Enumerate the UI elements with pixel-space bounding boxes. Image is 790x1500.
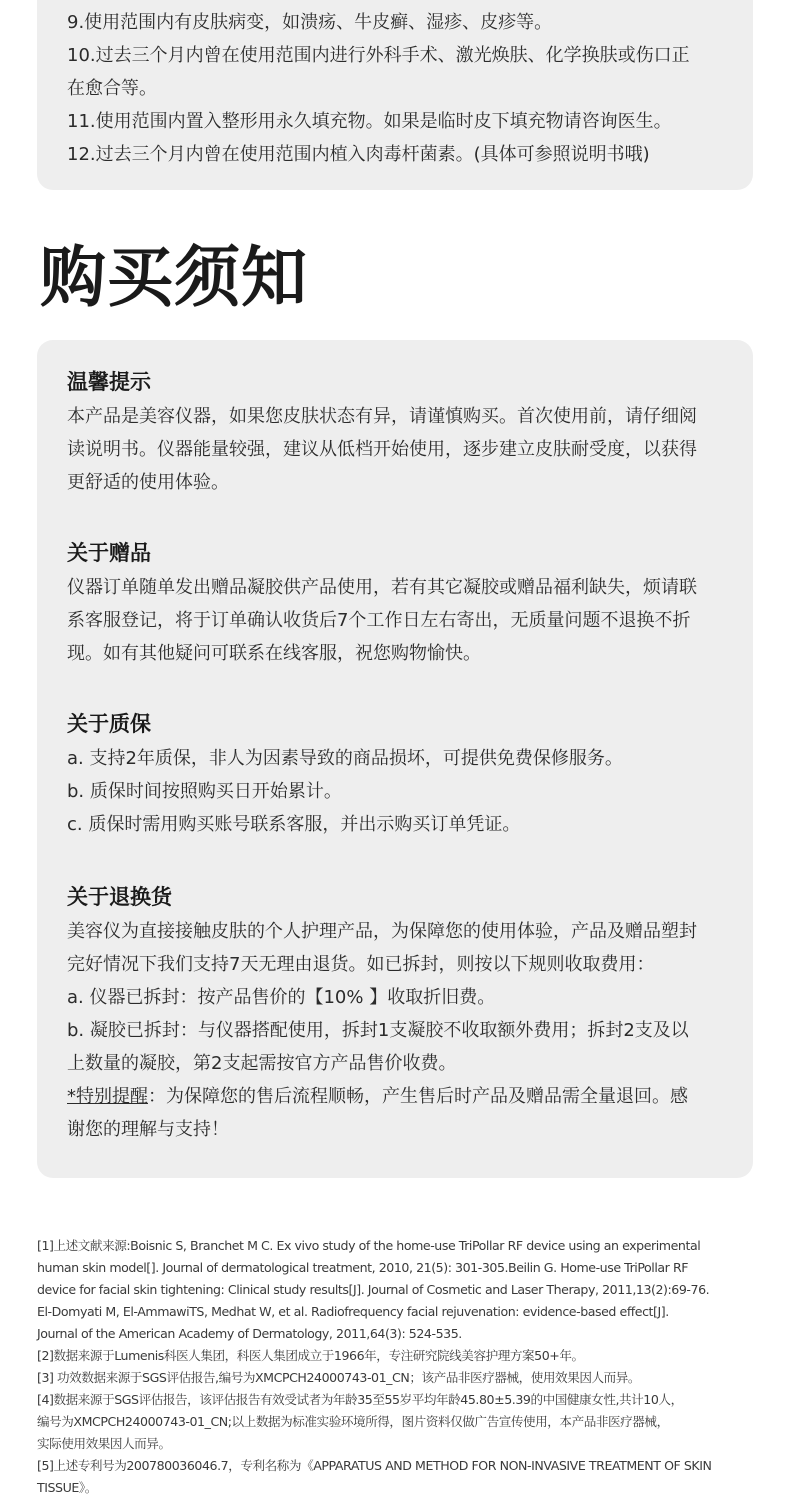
reference-line: 编号为XMCPCH24000743-01_CN;以上数据为标准实验环境所得，图片资料仅做广告宣传使用，本产品非医疗器械，: [37, 1414, 669, 1429]
reference-line: human skin model[]. Journal of dermatological treatment, 2010, 21(5): 301-305.Beilin G. Home-use TriPollar RF: [37, 1260, 689, 1275]
contraindication-item-continued: 在愈合等。: [67, 78, 157, 99]
section-heading: 关于赠品: [67, 541, 151, 565]
section-text: 美容仪为直接接触皮肤的个人护理产品，为保障您的使用体验，产品及赠品塑封: [67, 921, 697, 942]
reference-line: [4]数据来源于SGS评估报告，该评估报告有效受试者为年龄35至55岁平均年龄45.80±5.39的中国健康女性,共计10人，: [37, 1392, 683, 1407]
reference-line: Journal of the American Academy of Dermatology, 2011,64(3): 524-535.: [37, 1326, 462, 1341]
section-text: 系客服登记，将于订单确认收货后7个工作日左右寄出，无质量问题不退换不折: [67, 610, 691, 631]
section-heading: 关于质保: [67, 712, 151, 736]
section-warranty: [67, 708, 723, 841]
special-reminder-text: ：为保障您的售后流程顺畅，产生售后时产品及赠品需全量退回。感: [148, 1086, 688, 1107]
reference-line: El-Domyati M, El-AmmawiTS, Medhat W, et al. Radiofrequency facial rejuvenation: evidence-based effect[J].: [37, 1304, 669, 1319]
section-text: a. 支持2年质保，非人为因素导致的商品损坏，可提供免费保修服务。: [67, 748, 623, 769]
reference-line: TISSUE》。: [37, 1480, 97, 1495]
contraindication-item: 12.过去三个月内曾在使用范围内植入肉毒杆菌素。(具体可参照说明书哦): [67, 144, 650, 165]
section-text: a. 仪器已拆封：按产品售价的【10% 】收取折旧费。: [67, 987, 496, 1008]
contraindication-item: 11.使用范围内置入整形用永久填充物。如果是临时皮下填充物请咨询医生。: [67, 111, 672, 132]
references: [37, 1235, 753, 1499]
section-tips: [67, 366, 723, 499]
reference-line: [5]上述专利号为200780036046.7，专利名称为《APPARATUS AND METHOD FOR NON-INVASIVE TREATMENT OF SKIN: [37, 1458, 712, 1473]
section-text: b. 质保时间按照购买日开始累计。: [67, 781, 342, 802]
reference-line: device for facial skin tightening: Clinical study results[J]. Journal of Cosmetic and Laser Therapy, 2011,13(2):69-76.: [37, 1282, 710, 1297]
section-text: 完好情况下我们支持7天无理由退货。如已拆封，则按以下规则收取费用：: [67, 954, 655, 975]
section-returns: [67, 881, 723, 1146]
reference-line: [1]上述文献来源:Boisnic S, Branchet M C. Ex vivo study of the home-use TriPollar RF device using an experimental: [37, 1238, 701, 1253]
contraindication-card: [37, 0, 753, 190]
section-text: 现。如有其他疑问可联系在线客服，祝您购物愉快。: [67, 643, 481, 664]
section-heading: 关于退换货: [67, 885, 172, 909]
section-heading: 温馨提示: [67, 370, 151, 394]
section-text: 仪器订单随单发出赠品凝胶供产品使用，若有其它凝胶或赠品福利缺失，烦请联: [67, 577, 697, 598]
reference-line: 实际使用效果因人而异。: [37, 1436, 171, 1451]
contraindication-item: 10.过去三个月内曾在使用范围内进行外科手术、激光焕肤、化学换肤或伤口正: [67, 45, 690, 66]
special-reminder-label: *特别提醒: [67, 1086, 148, 1107]
section-text: 上数量的凝胶，第2支起需按官方产品售价收费。: [67, 1053, 457, 1074]
page-title: 购买须知: [40, 239, 308, 316]
section-text: c. 质保时需用购买账号联系客服，并出示购买订单凭证。: [67, 814, 521, 835]
contraindication-item: 9.使用范围内有皮肤病变，如溃疡、牛皮癣、湿疹、皮疹等。: [67, 12, 553, 33]
purchase-notes-card: [37, 340, 753, 1178]
section-text: 读说明书。仪器能量较强，建议从低档开始使用，逐步建立皮肤耐受度，以获得: [67, 439, 697, 460]
section-gifts: [67, 537, 723, 670]
reference-line: [3] 功效数据来源于SGS评估报告,编号为XMCPCH24000743-01_CN；该产品非医疗器械，使用效果因人而异。: [37, 1370, 641, 1385]
special-reminder: [67, 1080, 723, 1113]
reference-line: [2]数据来源于Lumenis科医人集团，科医人集团成立于1966年，专注研究院线美容护理方案50+年。: [37, 1348, 584, 1363]
section-text: b. 凝胶已拆封：与仪器搭配使用，拆封1支凝胶不收取额外费用；拆封2支及以: [67, 1020, 689, 1041]
section-text: 本产品是美容仪器，如果您皮肤状态有异，请谨慎购买。首次使用前，请仔细阅: [67, 406, 697, 427]
special-reminder-text-continued: 谢您的理解与支持！: [67, 1119, 229, 1140]
section-text: 更舒适的使用体验。: [67, 472, 229, 493]
